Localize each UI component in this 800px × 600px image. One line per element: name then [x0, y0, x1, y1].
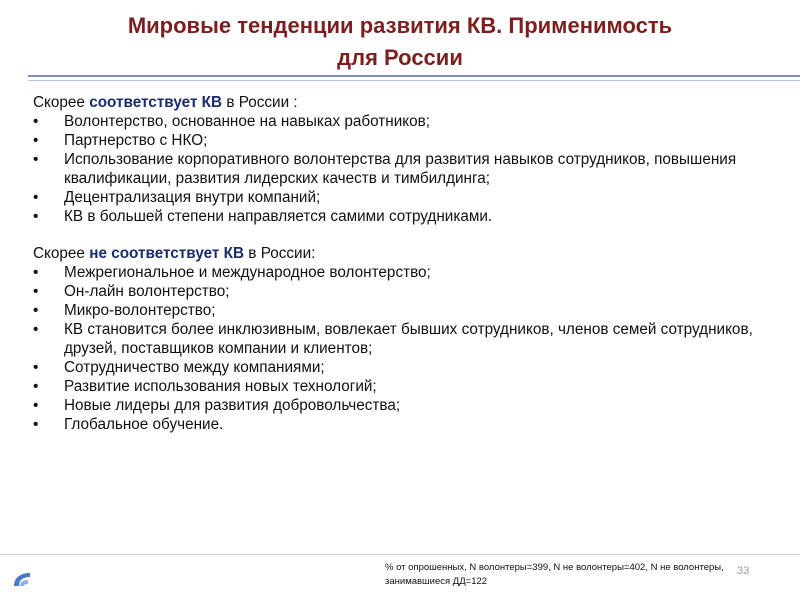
list-item-text: Он-лайн волонтерство; — [64, 283, 230, 300]
slide-title-line-1: Мировые тенденции развития КВ. Применимость — [127, 13, 673, 38]
bullet: • — [33, 302, 39, 319]
section-2-intro-prefix: Скорее — [33, 245, 90, 262]
list-item-text: Глобальное обучение. — [64, 416, 224, 433]
section-2-list — [33, 263, 763, 434]
bullet: • — [33, 378, 39, 395]
section-spacer — [33, 226, 763, 244]
bullet: • — [33, 283, 39, 300]
list-item — [33, 358, 763, 377]
section-2-intro-suffix: в России: — [244, 245, 316, 262]
bullet: • — [33, 113, 39, 130]
footer-divider — [0, 554, 800, 555]
list-item — [33, 396, 763, 415]
bullet: • — [33, 359, 39, 376]
list-item — [33, 415, 763, 434]
list-item-text: Сотрудничество между компаниями; — [64, 359, 325, 376]
section-1-intro-emphasis: соответствует КВ — [89, 94, 223, 111]
bullet: • — [33, 189, 39, 206]
slide-title — [0, 10, 800, 74]
company-logo-icon — [10, 570, 34, 590]
list-item-text: Волонтерство, основанное на навыках работников; — [64, 113, 431, 130]
section-2-intro — [33, 244, 763, 263]
bullet: • — [33, 208, 39, 225]
section-1-intro-suffix: в России : — [222, 94, 298, 111]
list-item-text: Использование корпоративного волонтерства для развития навыков сотрудников, повышения квалификации, развития лидерских качеств и тимбилдинга; — [64, 151, 737, 187]
list-item — [33, 131, 763, 150]
bullet: • — [33, 416, 39, 433]
section-1-list — [33, 112, 763, 226]
list-item-text: Новые лидеры для развития добровольчества; — [64, 397, 401, 414]
list-item — [33, 112, 763, 131]
bullet: • — [33, 264, 39, 281]
list-item-text: КВ становится более инклюзивным, вовлекает бывших сотрудников, членов семей сотрудников, друзей, поставщиков компании и клиентов; — [64, 321, 753, 357]
slide-title-line-2: для России — [337, 45, 463, 70]
list-item — [33, 320, 763, 358]
list-item — [33, 207, 763, 226]
list-item — [33, 282, 763, 301]
list-item-text: Развитие использования новых технологий; — [64, 378, 377, 395]
bullet: • — [33, 151, 39, 168]
section-2-intro-emphasis: не соответствует КВ — [89, 245, 245, 262]
section-1-intro — [33, 93, 763, 112]
list-item-text: Децентрализация внутри компаний; — [64, 189, 321, 206]
bullet: • — [33, 321, 39, 338]
list-item-text: КВ в большей степени направляется самими сотрудниками. — [64, 208, 493, 225]
slide-body — [33, 93, 763, 434]
list-item — [33, 377, 763, 396]
title-divider-thin — [28, 80, 800, 81]
list-item-text: Микро-волонтерство; — [64, 302, 216, 319]
footnote: % от опрошенных, N волонтеры=399, N не волонтеры=402, N не волонтеры, занимавшиеся ДД=122 — [385, 562, 724, 587]
page-number: 33 — [737, 565, 750, 577]
list-item — [33, 150, 763, 188]
list-item — [33, 188, 763, 207]
list-item-text: Межрегиональное и международное волонтерство; — [64, 264, 431, 281]
list-item — [33, 301, 763, 320]
bullet: • — [33, 397, 39, 414]
bullet: • — [33, 132, 39, 149]
section-1-intro-prefix: Скорее — [33, 94, 90, 111]
title-divider — [28, 75, 800, 77]
list-item-text: Партнерство с НКО; — [64, 132, 208, 149]
list-item — [33, 263, 763, 282]
